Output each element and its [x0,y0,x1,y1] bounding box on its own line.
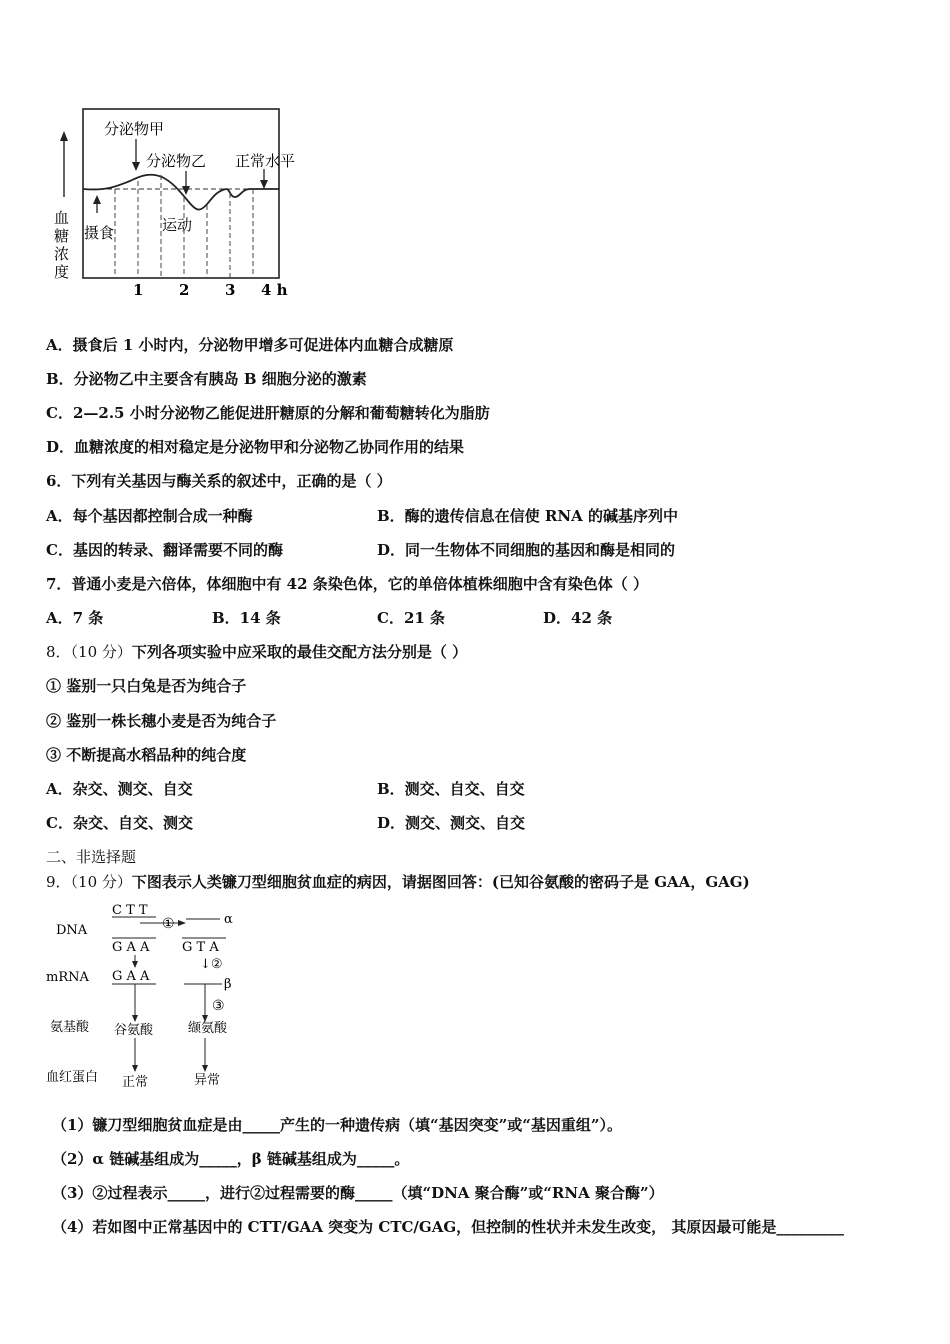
amino-acid-left: 谷氨酸 [114,1023,154,1038]
q8-option-d: D．测交、测交、自交 [377,814,526,832]
step1-label: ① [162,916,175,932]
q6-option-b: B．酶的遗传信息在信使 RNA 的碱基序列中 [377,507,678,525]
row-label-amino-acid: 氨基酸 [50,1020,90,1035]
q6-option-c: C．基因的转录、翻译需要不同的酶 [46,541,283,559]
q6-option-d: D．同一生物体不同细胞的基因和酶是相同的 [377,541,676,559]
step3-label: ③ [212,998,225,1014]
amino-acid-right: 缬氨酸 [188,1021,228,1036]
label-normal-level: 正常水平 [235,152,296,170]
arrow-b-head [182,186,190,195]
section-heading: 二、非选择题 [46,848,137,866]
y-label-1: 血 [54,209,70,227]
q5-option-d: D．血糖浓度的相对稳定是分泌物甲和分泌物乙协同作用的结果 [46,438,465,456]
x-tick-1: 1 [133,281,144,299]
q8-item-1: ① 鉴别一只白兔是否为纯合子 [46,677,247,695]
q9-number: 9．（10 分） [46,873,132,891]
alpha-label: α [224,912,233,927]
q9-sub-2: （2）α 链碱基组成为_____，β 链碱基组成为_____。 [52,1150,410,1168]
q8-number: 8．（10 分） [46,643,132,661]
x-tick-3: 3 [225,281,236,299]
q8-option-c: C．杂交、自交、测交 [46,814,193,832]
x-tick-2: 2 [179,281,190,299]
y-label-4: 度 [54,263,70,281]
q6-option-a: A．每个基因都控制合成一种酶 [46,507,253,525]
hemoglobin-normal: 正常 [122,1075,149,1090]
step2-label: ↓② [200,957,223,972]
dna-left-bottom-strand: G A A [112,940,150,955]
sickle-cell-diagram [40,898,260,1093]
hemoglobin-abnormal: 异常 [194,1073,221,1088]
q9-stem [46,872,750,892]
y-axis-arrow-head [60,131,68,141]
hb-arrow-right-head [202,1065,208,1072]
q8-stem [46,642,467,662]
q8-item-2: ② 鉴别一株长穗小麦是否为纯合子 [46,712,277,730]
q9-stem-text: 下图表示人类镰刀型细胞贫血症的病因，请据图回答：(已知谷氨酸的密码子是 GAA，GAG) [131,873,750,891]
label-exercise: 运动 [162,216,193,234]
q6-stem: 6．下列有关基因与酶关系的叙述中，正确的是（ ） [46,472,392,490]
beta-label: β [224,977,232,992]
x-tick-4: 4 h [261,281,288,299]
arrow-normal-head [260,180,268,189]
arrow-a-head [132,162,140,171]
q5-option-b: B．分泌物乙中主要含有胰岛 B 细胞分泌的激素 [46,370,367,388]
q7-option-a: A．7 条 [46,609,104,627]
q9-sub-1: （1）镰刀型细胞贫血症是由_____产生的一种遗传病（填“基因突变”或“基因重组”）。 [52,1116,622,1134]
label-secretion-a: 分泌物甲 [104,120,165,138]
step1-arrow-head [178,920,186,926]
q8-option-b: B．测交、自交、自交 [377,780,525,798]
q9-sub-4: （4）若如图中正常基因中的 CTT/GAA 突变为 CTC/GAG，但控制的性状并未发生改变， 其原因最可能是_________ [52,1218,844,1236]
row-label-mrna: mRNA [46,970,89,985]
dna-top-strand: C T T [112,903,148,918]
hb-arrow-left-head [132,1065,138,1072]
label-eat: 摄食 [84,224,115,242]
q8-option-a: A．杂交、测交、自交 [46,780,193,798]
row-label-hemoglobin: 血红蛋白 [46,1070,99,1085]
y-label-3: 浓 [54,245,70,263]
q5-option-a: A．摄食后 1 小时内，分泌物甲增多可促进体内血糖合成糖原 [46,336,454,354]
q8-stem-text: 下列各项实验中应采取的最佳交配方法分别是（ ） [131,643,468,661]
q7-option-b: B．14 条 [212,609,281,627]
q7-option-d: D．42 条 [543,609,613,627]
transcription-arrow-left-head [132,961,138,968]
label-secretion-b: 分泌物乙 [146,152,207,170]
q7-option-c: C．21 条 [377,609,446,627]
q9-sub-3: （3）②过程表示_____，进行②过程需要的酶_____（填“DNA 聚合酶”或“RNA 聚合酶”） [52,1184,664,1202]
q8-item-3: ③ 不断提高水稻品种的纯合度 [46,746,247,764]
row-label-dna: DNA [56,923,88,938]
glucose-curve [83,175,279,210]
q7-stem: 7．普通小麦是六倍体，体细胞中有 42 条染色体，它的单倍体植株细胞中含有染色体（ ） [46,575,648,593]
blood-glucose-figure [50,105,320,305]
arrow-eat-head [93,195,101,204]
q5-option-c: C．2—2.5 小时分泌物乙能促进肝糖原的分解和葡萄糖转化为脂肪 [46,404,490,422]
mrna-left-strand: G A A [112,969,150,984]
y-label-2: 糖 [54,227,70,245]
dna-right-bottom-strand: G T A [182,940,219,955]
translation-arrow-left-head [132,1015,138,1022]
